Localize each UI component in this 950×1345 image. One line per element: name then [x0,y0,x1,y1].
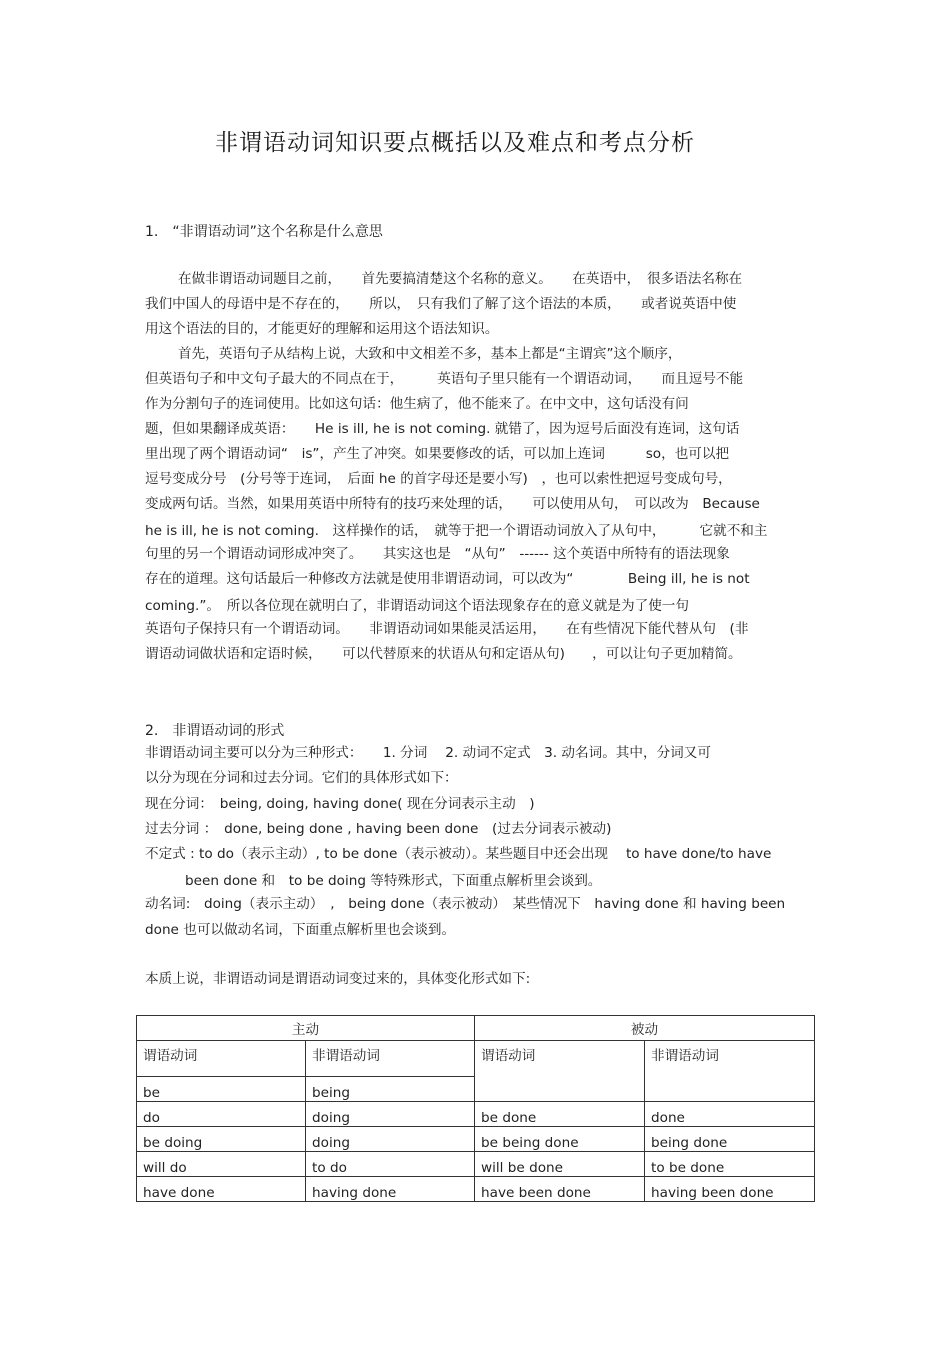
table-cell: be done [475,1102,645,1127]
paragraph-line: 现在分词： being, doing, having done( 现在分词表示主动 ) [145,796,535,812]
verb-forms-table [136,1015,815,1202]
table-row [137,1177,815,1202]
paragraph-line: 里出现了两个谓语动词“ is”，产生了冲突。如果要修改的话，可以加上连词 so，也可以把 [145,446,730,462]
paragraph-line: 本质上说，非谓语动词是谓语动词变过来的，具体变化形式如下: [145,971,531,987]
paragraph-line: 题，但如果翻译成英语： He is ill, he is not coming. 就错了，因为逗号后面没有连词，这句话 [145,421,740,437]
passive-header: 被动 [475,1016,815,1041]
paragraph-line: 英语句子保持只有一个谓语动词。 非谓语动词如果能灵活运用， 在有些情况下能代替从句 (非 [145,621,749,637]
paragraph-line: 作为分割句子的连词使用。比如这句话：他生病了，他不能来了。在中文中，这句话没有问 [145,396,689,412]
paragraph-line: been done 和 to be doing 等特殊形式，下面重点解析里会谈到。 [185,873,602,889]
table-cell: be being done [475,1127,645,1152]
table-row [137,1152,815,1177]
paragraph-line: coming.”。 所以各位现在就明白了，非谓语动词这个语法现象存在的意义就是为了使一句 [145,598,689,614]
paragraph-line: 谓语动词做状语和定语时候， 可以代替原来的状语从句和定语从句) ，可以让句子更加精简。 [145,646,742,662]
passive-predicate-header: 谓语动词 [475,1041,645,1102]
paragraph-line: 以分为现在分词和过去分词。它们的具体形式如下： [145,770,458,786]
paragraph-line: 非谓语动词主要可以分为三种形式： 1. 分词 2. 动词不定式 3. 动名词。其中，分词又可 [145,745,711,761]
paragraph-line: 变成两句话。当然，如果用英语中所特有的技巧来处理的话， 可以使用从句， 可以改为 Because [145,496,760,512]
page-title: 非谓语动词知识要点概括以及难点和考点分析 [215,130,695,156]
active-nonpredicate-header: 非谓语动词 [306,1041,475,1077]
passive-nonpredicate-header: 非谓语动词 [645,1041,815,1102]
table-subheader-row [137,1041,815,1077]
table-row [137,1127,815,1152]
paragraph-line: 首先，英语句子从结构上说，大致和中文相差不多，基本上都是“主谓宾”这个顺序， [178,346,682,362]
paragraph-line: 存在的道理。这句话最后一种修改方法就是使用非谓语动词，可以改为“ Being ill, he is not [145,571,750,587]
table-cell: having done [306,1177,475,1202]
table-cell: have done [137,1177,306,1202]
active-header: 主动 [137,1016,475,1041]
table-cell: will be done [475,1152,645,1177]
paragraph-line: 不定式 : to do（表示主动）, to be done（表示被动）。某些题目中还会出现 to have done/to have [145,846,772,862]
table-cell: doing [306,1127,475,1152]
paragraph-line: done 也可以做动名词，下面重点解析里也会谈到。 [145,922,456,938]
table-cell: be doing [137,1127,306,1152]
paragraph-line: he is ill, he is not coming. 这样操作的话， 就等于把一个谓语动词放入了从句中， 它就不和主 [145,523,768,539]
table-cell: doing [306,1102,475,1127]
paragraph-line: 但英语句子和中文句子最大的不同点在于， 英语句子里只能有一个谓语动词， 而且逗号不能 [145,371,744,387]
paragraph-line: 句里的另一个谓语动词形成冲突了。 其实这也是 “从句” ------ 这个英语中所特有的语法现象 [145,546,730,562]
section-2-heading: 2. 非谓语动词的形式 [145,723,285,739]
section-1-heading: 1. “非谓语动词”这个名称是什么意思 [145,224,383,240]
paragraph-line: 在做非谓语动词题目之前， 首先要搞清楚这个名称的意义。 在英语中， 很多语法名称在 [178,271,743,287]
table-header-row [137,1016,815,1041]
paragraph-line: 逗号变成分号 (分号等于连词， 后面 he 的首字母还是要小写) ，也可以索性把逗号变成句号， [145,471,732,487]
table-cell: being [306,1077,475,1102]
active-predicate-header: 谓语动词 [137,1041,306,1077]
table-cell: having been done [645,1177,815,1202]
paragraph-line: 我们中国人的母语中是不存在的， 所以， 只有我们了解了这个语法的本质， 或者说英语中使 [145,296,737,312]
table-cell: to do [306,1152,475,1177]
paragraph-line: 动名词: doing（表示主动） , being done（表示被动） 某些情况下 having done 和 having been [145,896,786,912]
table-cell: will do [137,1152,306,1177]
paragraph-line: 过去分词 ： done, being done , having been done (过去分词表示被动) [145,821,612,837]
paragraph-line: 用这个语法的目的，才能更好的理解和运用这个语法知识。 [145,321,499,337]
table-cell: have been done [475,1177,645,1202]
table-cell: to be done [645,1152,815,1177]
table-cell: done [645,1102,815,1127]
table-cell: being done [645,1127,815,1152]
table-cell: be [137,1077,306,1102]
table-row [137,1102,815,1127]
table-cell: do [137,1102,306,1127]
